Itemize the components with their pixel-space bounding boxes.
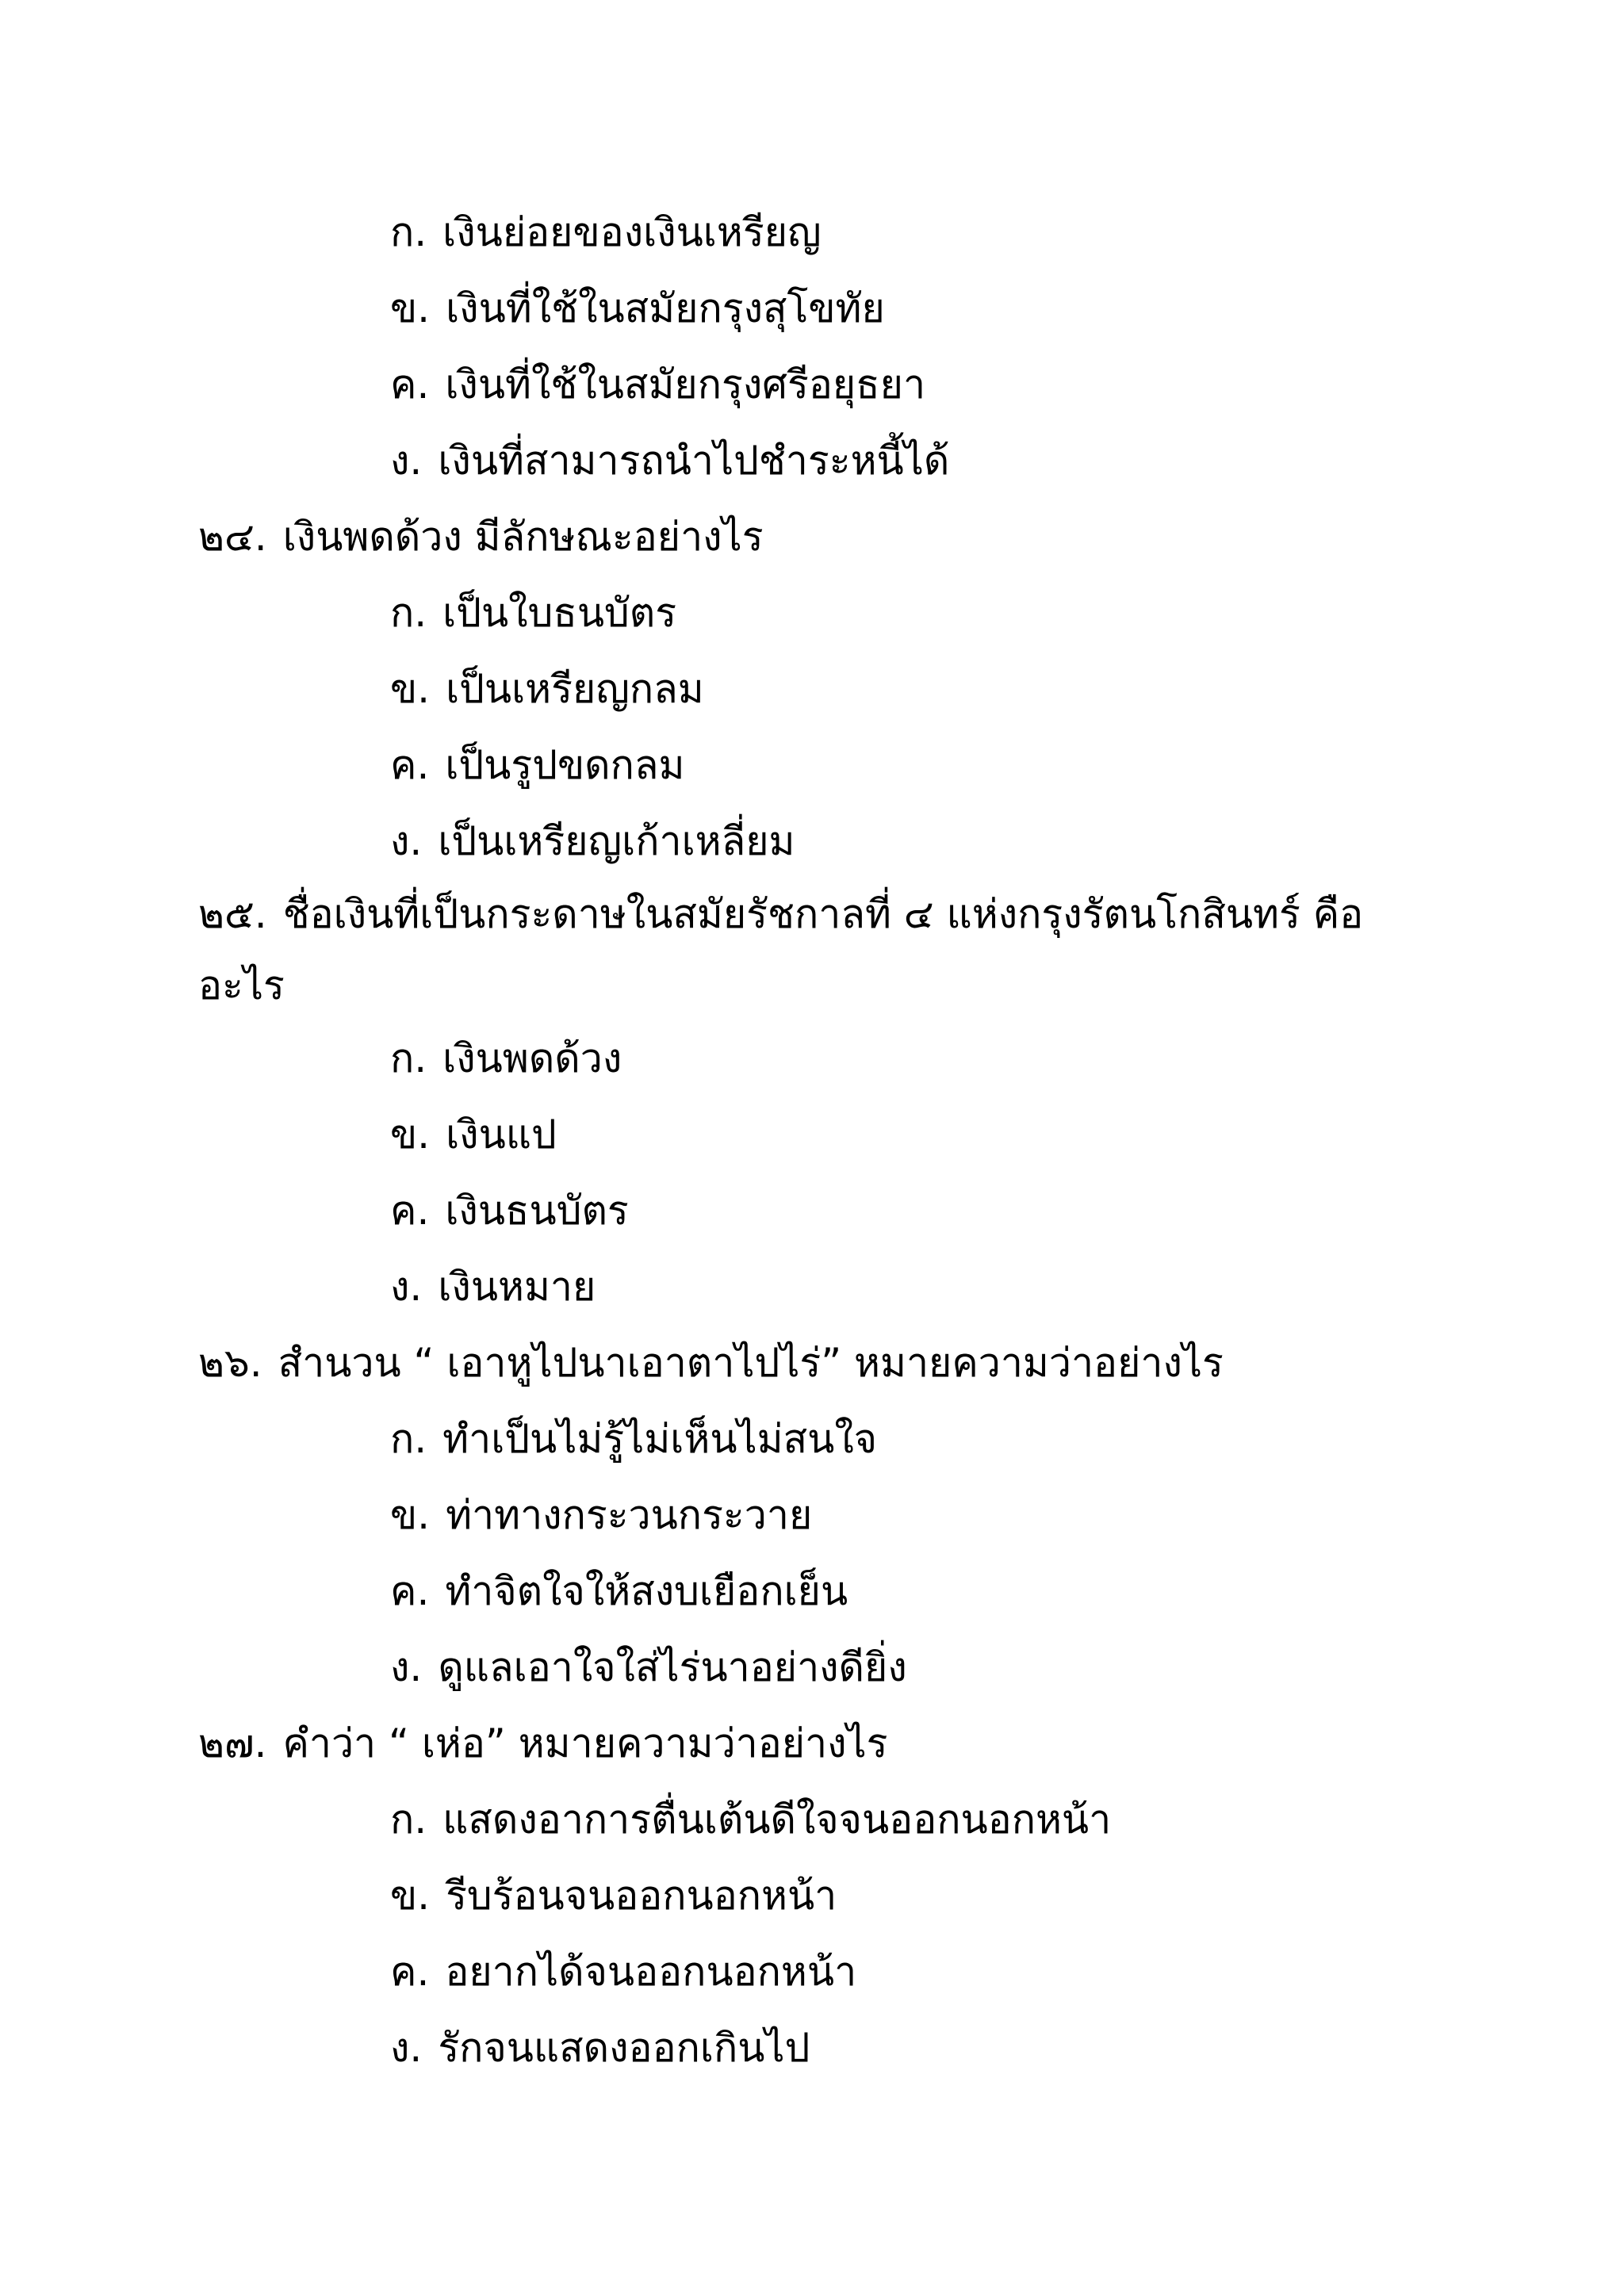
question-25 bbox=[198, 878, 1411, 1021]
q27-choice-b bbox=[390, 1873, 837, 1920]
choice-label: ก. bbox=[390, 1416, 427, 1462]
choice-text: เงินแป bbox=[446, 1112, 557, 1158]
choice-label: ข. bbox=[390, 1873, 431, 1919]
choice-label: ค. bbox=[390, 1188, 430, 1234]
q26-choice-a bbox=[390, 1416, 878, 1464]
choice-text: ทำเป็นไม่รู้ไม่เห็นไม่สนใจ bbox=[442, 1416, 878, 1462]
q25-choice-a bbox=[390, 1035, 622, 1083]
choice-label: ง. bbox=[390, 2025, 423, 2071]
choice-text: เงินธนบัตร bbox=[445, 1188, 629, 1234]
choice-text: แสดงอาการตื่นเต้นดีใจจนออกนอกหน้า bbox=[442, 1797, 1112, 1843]
choice-label: ค. bbox=[390, 362, 430, 408]
choice-text: อยากได้จนออกนอกหน้า bbox=[445, 1949, 857, 1995]
choice-text: เงินที่สามารถนำไปชำระหนี้ได้ bbox=[438, 438, 950, 484]
q27-choice-c bbox=[390, 1949, 857, 1996]
q26-choice-b bbox=[390, 1492, 813, 1540]
question-number: ๒๕. bbox=[198, 891, 267, 937]
q24-choice-c bbox=[390, 742, 685, 790]
choice-text: ดูแลเอาใจใส่ไร่นาอย่างดียิ่ง bbox=[438, 1644, 907, 1690]
choice-label: ข. bbox=[390, 1112, 431, 1158]
q27-choice-d bbox=[390, 2025, 810, 2072]
choice-label: ง. bbox=[390, 818, 423, 864]
q23-choice-b bbox=[390, 285, 885, 333]
question-number: ๒๔. bbox=[198, 514, 267, 560]
question-text: สำนวน “ เอาหูไปนาเอาตาไปไร่” หมายความว่าอย่างไร bbox=[278, 1340, 1224, 1386]
q23-choice-a bbox=[390, 209, 822, 257]
choice-text: ท่าทางกระวนกระวาย bbox=[446, 1492, 813, 1538]
choice-label: ง. bbox=[390, 1264, 423, 1310]
q23-choice-d bbox=[390, 438, 950, 485]
choice-text: เงินพดด้วง bbox=[442, 1035, 622, 1081]
q25-choice-b bbox=[390, 1112, 557, 1159]
choice-text: เป็นใบธนบัตร bbox=[442, 590, 677, 636]
q23-choice-c bbox=[390, 362, 926, 409]
choice-text: เป็นเหรียญเก้าเหลี่ยม bbox=[438, 818, 795, 864]
choice-text: เงินที่ใช้ในสมัยกรุงศรีอยุธยา bbox=[445, 362, 926, 408]
choice-text: เป็นรูปขดกลม bbox=[445, 742, 685, 788]
question-text: เงินพดด้วง มีลักษณะอย่างไร bbox=[282, 514, 764, 560]
choice-label: ง. bbox=[390, 438, 423, 484]
choice-text: รีบร้อนจนออกนอกหน้า bbox=[446, 1873, 837, 1919]
question-number: ๒๖. bbox=[198, 1340, 262, 1386]
choice-text: เงินย่อยของเงินเหรียญ bbox=[442, 209, 822, 255]
choice-text: เงินที่ใช้ในสมัยกรุงสุโขทัย bbox=[446, 285, 885, 331]
q24-choice-d bbox=[390, 818, 795, 866]
q24-choice-b bbox=[390, 666, 704, 714]
q26-choice-c bbox=[390, 1568, 848, 1616]
question-text: คำว่า “ เห่อ” หมายความว่าอย่างไร bbox=[282, 1720, 888, 1766]
q27-choice-a bbox=[390, 1797, 1112, 1844]
choice-label: ค. bbox=[390, 742, 430, 788]
choice-label: ก. bbox=[390, 209, 427, 255]
choice-text: ทำจิตใจให้สงบเยือกเย็น bbox=[445, 1568, 848, 1614]
choice-text: เป็นเหรียญกลม bbox=[446, 666, 704, 712]
choice-label: ข. bbox=[390, 1492, 431, 1538]
question-24 bbox=[198, 514, 764, 561]
choice-text: เงินหมาย bbox=[438, 1264, 596, 1310]
choice-label: ค. bbox=[390, 1949, 430, 1995]
question-text: ชื่อเงินที่เป็นกระดาษในสมัยรัชกาลที่ ๔ แห่งกรุงรัตนโกสินทร์ คืออะไร bbox=[198, 891, 1364, 1008]
q26-choice-d bbox=[390, 1644, 907, 1692]
choice-label: ก. bbox=[390, 1035, 427, 1081]
choice-label: ก. bbox=[390, 1797, 427, 1843]
question-26 bbox=[198, 1340, 1224, 1387]
question-number: ๒๗. bbox=[198, 1720, 267, 1766]
choice-label: ค. bbox=[390, 1568, 430, 1614]
q25-choice-c bbox=[390, 1188, 629, 1235]
choice-text: รักจนแสดงออกเกินไป bbox=[438, 2025, 810, 2071]
choice-label: ก. bbox=[390, 590, 427, 636]
q24-choice-a bbox=[390, 590, 677, 637]
question-27 bbox=[198, 1720, 888, 1768]
q25-choice-d bbox=[390, 1264, 596, 1311]
choice-label: ข. bbox=[390, 285, 431, 331]
choice-label: ข. bbox=[390, 666, 431, 712]
choice-label: ง. bbox=[390, 1644, 423, 1690]
